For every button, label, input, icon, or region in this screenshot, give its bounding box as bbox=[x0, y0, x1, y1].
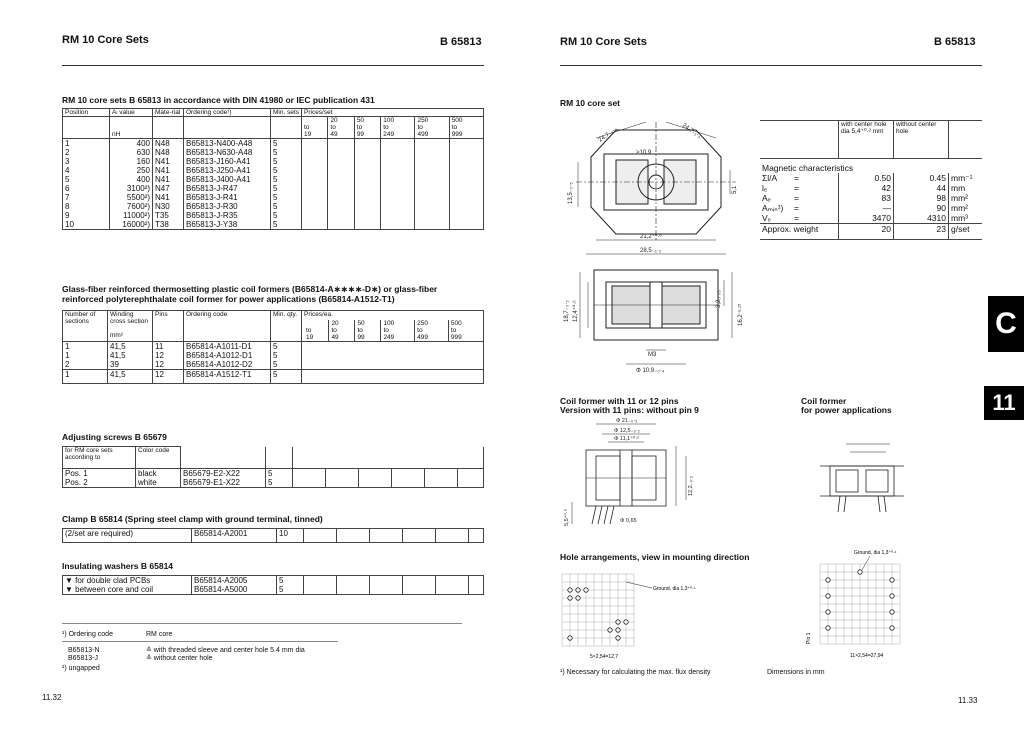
core-set-title: RM 10 core set bbox=[560, 98, 620, 108]
col-min-qty: Min. qty. bbox=[271, 311, 302, 342]
range-0: to 19 bbox=[302, 117, 328, 139]
dim-label: >10,9 bbox=[636, 150, 652, 156]
col-pins: Pins bbox=[153, 311, 184, 342]
footnote-texts: ≙ with threaded sleeve and center hole 5.4 mm dia ≙ without center hole bbox=[146, 647, 305, 662]
dim-label: Φ 11,1⁺⁰·² bbox=[614, 436, 639, 442]
cell-min: 5 5 5 5 5 5 5 5 5 5 bbox=[271, 139, 302, 230]
col-prices-ea: Prices/ea. to 19 20 to 49 50 to 99 100 to 249 250 to 499 500 to 999 bbox=[302, 311, 484, 342]
left-header-code: B 65813 bbox=[440, 36, 482, 48]
dim-label: 28,5₋₁·₂ bbox=[640, 248, 662, 254]
dim-label: Φ 12,5₋₀·₂ bbox=[614, 428, 640, 434]
right-header-code: B 65813 bbox=[934, 36, 976, 48]
core-sets-table bbox=[62, 108, 484, 230]
magnetic-title: Magnetic characteristics bbox=[760, 159, 982, 174]
dim-label: 3,2₀·₀₅ bbox=[716, 290, 722, 308]
dim-label: Φ 10,9₋₀·₄ bbox=[636, 368, 665, 374]
table-row: Approx. weight 20 23 g/set bbox=[760, 224, 982, 240]
dim-label: 21,2⁺⁰·⁶ bbox=[640, 234, 662, 240]
dim-label: Φ 0,65 bbox=[620, 518, 637, 524]
footnote-1-col: RM core bbox=[146, 631, 173, 638]
cell-al: 400 630 160 250 400 3100²) 5500²) 7600²) 11000²) 16000²) bbox=[110, 139, 153, 230]
cell-mat: N48 N48 N41 N41 N41 N47 N41 N30 T35 T38 bbox=[153, 139, 184, 230]
col-al-value: Aₗ value bbox=[110, 109, 153, 117]
cell-code: B65813-N400-A48 B65813-N630-A48 B65813-J160-A41 B65813-J250-A41 B65813-J400-A41 B65813-J-R47 B65813-J-R41 B65813-J-R30 B65813-J-R35 B65813-J-Y38 bbox=[184, 139, 271, 230]
table-row bbox=[63, 139, 484, 230]
col-ordering: Ordering code¹) bbox=[184, 109, 271, 117]
table-row: (2/set are required) B65814-A2001 10 bbox=[63, 529, 484, 543]
coil11-title-1: Coil former with 11 or 12 pins bbox=[560, 396, 679, 406]
right-page-number: 11.33 bbox=[958, 696, 978, 705]
table-row: ▼ for double clad PCBs ▼ between core and coil B65814-A2005 B65814-A5000 5 5 bbox=[63, 576, 484, 595]
col-ordering-code: Ordering code bbox=[184, 311, 271, 342]
cell-pos: 1 2 3 4 5 6 7 8 9 10 bbox=[63, 139, 110, 230]
coil-power-title-1: Coil former bbox=[801, 396, 847, 406]
table-row: Σl/A = lₑ = Aₑ = Aₘᵢₙ¹) = Vₑ = 0.50 42 83 — 3470 0.45 44 98 90 4310 mm⁻¹ mm mm² mm² mm³ bbox=[760, 173, 982, 224]
hole-grid-power bbox=[800, 544, 930, 662]
coil-power-title-2: for power applications bbox=[801, 405, 892, 415]
range-5: 500 to 999 bbox=[449, 117, 483, 139]
washers-title: Insulating washers B 65814 bbox=[62, 561, 174, 571]
coil-formers-title-1: Glass-fiber reinforced thermosetting plastic coil formers (B65814-A∗∗∗∗-D∗) or glass-fiber bbox=[62, 284, 438, 294]
dim-label: 5,1 bbox=[732, 185, 738, 194]
table-row: 1 1 2 41,5 41,5 39 11 12 12 B65814-A1011-D1 B65814-A1012-D1 B65814-A1012-D2 5 5 5 bbox=[63, 342, 484, 370]
section-tab-number: 11 bbox=[984, 386, 1024, 420]
dim-label: 18,7₋₀·₂ bbox=[564, 300, 570, 322]
dim-label: Φ 21₋₀·₃ bbox=[616, 418, 638, 424]
coil11-title-2: Version with 11 pins: without pin 9 bbox=[560, 405, 699, 415]
dim-label: 24,7₋₁·₃ bbox=[680, 122, 702, 140]
coil-formers-title-2: reinforced polyterephthalate coil former for power applications (B65814-A1512-T1) bbox=[62, 294, 395, 304]
left-page-number: 11.32 bbox=[42, 693, 62, 702]
pitch-label: 5×2,54=12,7 bbox=[590, 654, 619, 660]
col-min: Min. sets bbox=[271, 109, 302, 117]
section-tab-letter: C bbox=[988, 296, 1024, 352]
col-material: Mate-rial bbox=[153, 109, 184, 117]
table-row: Pos. 1 Pos. 2 black white B65679-E2-X22 B65679-E1-X22 5 5 bbox=[63, 469, 484, 488]
left-header-rule bbox=[62, 65, 484, 66]
dim-label: 13,5₋₀·₅ bbox=[568, 182, 574, 204]
hole-grid-11 bbox=[556, 566, 696, 662]
coil-formers-table bbox=[62, 310, 484, 384]
range-2: 50 to 99 bbox=[354, 117, 380, 139]
col-number: Number of sections bbox=[63, 311, 108, 342]
dim-label: 5,5⁺⁰·⁵ bbox=[564, 509, 570, 526]
screws-table: for RM core sets according to Color code Pos. 1 Pos. 2 black white B65679-E2-X22 B65679-E1-X22 5 5 bbox=[62, 446, 484, 488]
screws-title: Adjusting screws B 65679 bbox=[62, 432, 167, 442]
dim-label: M3 bbox=[648, 352, 657, 358]
col-position: Position bbox=[63, 109, 110, 117]
col-without-hole: without center hole bbox=[894, 121, 949, 159]
ground-label: Ground, dia 1,3⁺⁰·¹ bbox=[854, 550, 897, 556]
col-winding: Winding cross section mm² bbox=[108, 311, 153, 342]
pin-1-label: Pin 1 bbox=[806, 632, 812, 644]
dim-label: 12,4⁺⁰·⁶ bbox=[573, 300, 579, 322]
footnote-rule bbox=[62, 623, 462, 624]
footnote-2: ²) ungapped bbox=[62, 665, 100, 672]
coil-former-11-drawing bbox=[556, 416, 696, 534]
col-with-hole: with center hole dia 5,4⁺⁰·² mm bbox=[839, 121, 894, 159]
washers-table bbox=[62, 575, 484, 595]
clamp-title: Clamp B 65814 (Spring steel clamp with ground terminal, tinned) bbox=[62, 514, 323, 524]
table-row: 1 41,5 12 B65814-A1512-T1 5 bbox=[63, 370, 484, 384]
ground-label: Ground, dia 1,3⁺⁰·¹ bbox=[653, 586, 696, 592]
right-header-title: RM 10 Core Sets bbox=[560, 36, 647, 48]
core-set-drawing bbox=[556, 112, 752, 382]
footnote-subrule bbox=[62, 641, 338, 642]
col-prices: Prices/set bbox=[302, 109, 484, 117]
right-header-rule bbox=[560, 65, 982, 66]
unit-nh: nH bbox=[110, 117, 153, 139]
left-header-title: RM 10 Core Sets bbox=[62, 34, 149, 46]
range-1: 20 to 49 bbox=[328, 117, 354, 139]
core-sets-title: RM 10 core sets B 65813 in accordance with DIN 41980 or IEC publication 431 bbox=[62, 95, 375, 105]
magnetic-table bbox=[760, 120, 982, 240]
clamp-table bbox=[62, 528, 484, 543]
right-footnote: ¹) Necessary for calculating the max. flux density bbox=[560, 669, 711, 676]
dim-label: 16,2⁺⁰·⁲⁵ bbox=[738, 303, 744, 326]
footnote-1-label: ¹) Ordering code bbox=[62, 631, 113, 638]
coil-power-drawing bbox=[806, 436, 916, 526]
pitch-label: 11×2,54=27,94 bbox=[850, 653, 884, 659]
range-3: 100 to 249 bbox=[381, 117, 415, 139]
footnote-codes: B65813-N B65813-J bbox=[68, 647, 100, 662]
range-4: 250 to 499 bbox=[415, 117, 449, 139]
dim-label: 24,7₋₁·₃ bbox=[597, 126, 619, 144]
dimensions-note: Dimensions in mm bbox=[767, 669, 825, 676]
hole-arrangements-title: Hole arrangements, view in mounting direction bbox=[560, 552, 750, 562]
dim-label: 12,2₋₀·₂ bbox=[688, 476, 694, 496]
